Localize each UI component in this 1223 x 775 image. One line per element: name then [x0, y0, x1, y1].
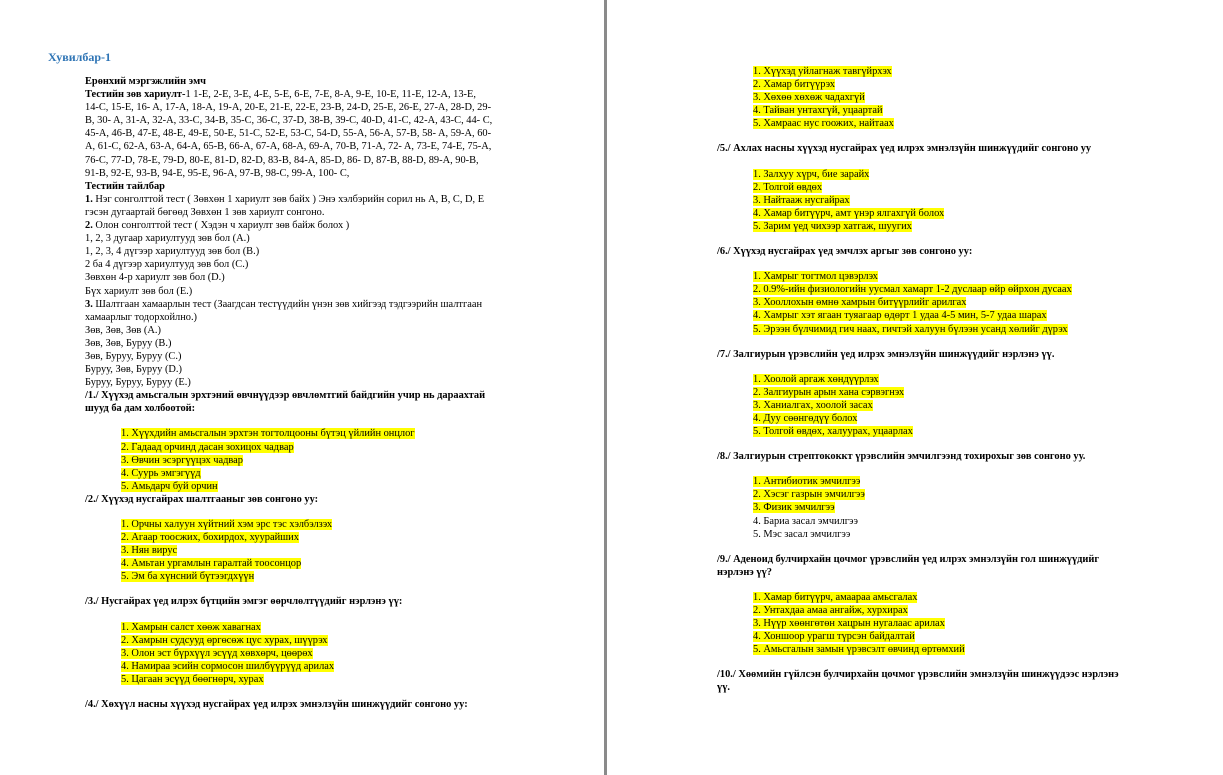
type-text: Шалтгаан хамаарлын тест (Заагдсан тестүүдийн үнэн зөв хийгээд тэдгээрийн шалтгаан [95, 298, 483, 310]
answer-options [717, 373, 1167, 438]
question-1 [85, 389, 533, 493]
question-title: /10./ Хөөмийн гүйлсэн булчирхайн цочмог үрэвслийн эмнэлзүйн шинжүүдээс нэрлэнэ [717, 669, 1119, 681]
answer-option: 1. Хамрыг тогтмол цэвэрлэх [753, 271, 878, 283]
question-title: /1./ Хүүхэд амьсгалын эрхтэний өвчнүүдээр өвчлөмтгий байдгийн учир нь дараахтай [85, 390, 486, 402]
answer-options [717, 168, 1167, 233]
answer-option: 1. Орчны халуун хүйтний хэм эрс тэс хэлбэлзэх [121, 519, 333, 530]
type-number: 1. [85, 193, 93, 205]
question-title: /5./ Ахлах насны хүүхэд нусгайрах үед илрэх эмнэлзүйн шинжүүдийг сонгоно уу [717, 143, 1092, 155]
type-text: Нэг сонголттой тест ( Зөвхөн 1 хариулт зөв байх ) Энэ хэлбэрийн сорил нь A, B, C, D, E [95, 193, 485, 205]
answer-option: 4. Амьтан ургамлын гаралтай тоосонцор [121, 558, 302, 570]
answer-option: 4. Хамар битүүрч, амт үнэр ялгахгүй болох [753, 207, 945, 219]
answer-key-line: A, 61-C, 62-A, 63-A, 64-A, 65-B, 66-A, 67-A, 68-A, 69-A, 70-B, 71-A, 72- A, 73-E, 74-E, 75-A, [85, 141, 492, 153]
answer-option: 4. Хоншоор урагш түрсэн байдалтай [753, 631, 915, 643]
question-title: /3./ Нусгайрах үед илрэх бүтцийн эмгэг өөрчлөлтүүдийг нэрлэнэ үү: [85, 596, 403, 608]
question-6 [717, 245, 1167, 336]
type-number: 2. [85, 220, 93, 232]
question-4-title: /4./ Хөхүүл насны хүүхэд нусгайрах үед илрэх эмнэлзүйн шинжүүдийг сонгоно уу: [85, 699, 468, 711]
answer-option: 4. Дуу сөөнгөдүү болох [753, 412, 858, 424]
left-column [85, 75, 533, 711]
answer-option: 3. Өвчин эсэргүүцэх чадвар [121, 454, 243, 466]
question-title: /7./ Залгиурын үрэвслийн үед илрэх эмнэлзүйн шинжүүдийг нэрлэнэ үү. [717, 348, 1055, 360]
explanation-title: Тестийн тайлбар [85, 180, 165, 192]
type-text: Олон сонголттой тест ( Хэдэн ч хариулт зөв байж болох ) [95, 220, 350, 232]
type-number: 3. [85, 298, 93, 310]
answer-option: 5. Зарим үед чихээр хатгаж, шуугих [753, 220, 912, 232]
answer-option: 1. Хоолой аргаж хөндүүрлэх [753, 373, 879, 385]
answer-options [85, 621, 533, 686]
cause-rule: Буруу, Зөв, Буруу (D.) [85, 364, 182, 376]
specialty-title: Ерөнхий мэргэжлийн эмч [85, 76, 207, 87]
cause-rule: Зөв, Зөв, Буруу (B.) [85, 337, 172, 349]
answer-option: 2. Хэсэг газрын эмчилгээ [753, 489, 865, 501]
answer-option: 2. Гадаад орчинд дасан зохицох чадвар [121, 441, 294, 453]
answer-option: 3. Хөхөө хөхөж чадахгүй [753, 92, 865, 104]
question-title: /2./ Хүүхэд нусгайрах шалтгааныг зөв сонгоно уу: [85, 493, 319, 505]
question-10 [717, 668, 1167, 694]
answer-option: 4. Намираа эсийн сормосон шилбүүрүүд арилах [121, 660, 335, 672]
answer-option: 3. Нүүр хөөнгөтөн хацрын нугалаас арилах [753, 618, 945, 630]
answer-option: 5. Мэс засал эмчилгээ [753, 528, 851, 540]
multi-rule: 2 ба 4 дүгээр хариултууд зөв бол (C.) [85, 259, 249, 271]
answer-option: 5. Цагаан эсүүд бөөгнөрч, хурах [121, 673, 264, 685]
answer-option: 1. Залхуу хүрч, бие зарайх [753, 168, 870, 180]
answer-option: 4. Тайван унтахгүй, уцаартай [753, 105, 883, 117]
answer-option: 5. Амьдарч буй орчин [121, 480, 218, 492]
answer-option: 2. Хамрын судсууд өргөсөж цус хурах, шүүрэх [121, 634, 328, 646]
answer-options [85, 518, 533, 583]
type-text: хамаарлыг тодорхойлно.) [85, 311, 198, 323]
question-2 [85, 493, 533, 584]
answer-option: 3. Ханиалгах, хоолой засах [753, 399, 873, 411]
answer-option: 5. Толгой өвдөх, халуурах, уцаарлах [753, 426, 913, 438]
cause-rule: Зөв, Буруу, Буруу (C.) [85, 350, 182, 362]
right-column [717, 65, 1167, 695]
answer-option: 5. Эм ба хүнсний бүтээгдхүүн [121, 571, 255, 583]
answer-key [85, 88, 533, 180]
answer-option: 1. Антибиотик эмчилгээ [753, 476, 861, 488]
question-title: /9./ Аденоид булчирхайн цочмог үрэвслийн үед илрэх эмнэлзүйн гол шинжүүдийг [717, 553, 1100, 565]
answer-option: 1. Хамар битүүрч, амаараа амьсгалах [753, 591, 918, 603]
answer-option: 5. Эрээн бүлчимид гич наах, гичтэй халуун бүлээн усанд хөлийг дүрэх [753, 323, 1068, 335]
answer-option: 2. Агаар тоосжих, бохирдох, хуурайших [121, 532, 299, 544]
answer-option: 3. Найтааж нусгайрах [753, 194, 850, 206]
answer-key-line: 76-C, 77-D, 78-E, 79-D, 80-E, 81-D, 82-D, 83-B, 84-A, 85-D, 86- D, 87-B, 88-D, 89-A, 90-B, [85, 154, 479, 166]
question-7 [717, 348, 1167, 439]
answer-option: 2. Хамар битүүрэх [753, 79, 835, 91]
multi-rule: Бүх хариулт зөв бол (E.) [85, 285, 193, 297]
question-title: шууд ба дам холбоотой: [85, 403, 196, 415]
answer-option: 2. Залгиурын арын хана сэрвэгнэх [753, 386, 905, 398]
answer-key-line: 14-C, 15-E, 16- A, 17-A, 18-A, 19-A, 20-E, 21-E, 22-E, 23-B, 24-D, 25-E, 26-E, 27-A, 28-D, 29- [85, 102, 492, 114]
answer-key-line: 1 1-E, 2-E, 3-E, 4-E, 5-E, 6-E, 7-E, 8-A, 9-E, 10-E, 11-E, 12-A, 13-E, [185, 89, 476, 101]
question-8 [717, 450, 1167, 541]
multi-rule: 1, 2, 3 дугаар хариултууд зөв бол (A.) [85, 233, 250, 245]
answer-option: 3. Физик эмчилгээ [753, 502, 835, 514]
answer-option: 3. Нян вирус [121, 545, 178, 557]
answer-option: 4. Суурь эмгэгүүд [121, 467, 201, 479]
answer-options [717, 475, 1167, 540]
answer-option: 1. Хүүхэд уйлагнаж тавгүйрхэх [753, 66, 892, 77]
answer-option: 4. Бариа засал эмчилгээ [753, 515, 858, 527]
answer-key-line: 45-A, 46-B, 47-E, 48-E, 49-E, 50-E, 51-C, 52-E, 53-C, 54-D, 55-A, 56-A, 57-B, 58- A, 59-A, 60- [85, 128, 492, 140]
question-5 [717, 142, 1167, 233]
cause-rule: Буруу, Буруу, Буруу (E.) [85, 377, 191, 389]
answer-option: 2. Унтахдаа амаа ангайж, хурхирах [753, 605, 908, 616]
answer-key-line: B, 30- A, 31-A, 32-A, 33-C, 34-B, 35-C, 36-C, 37-D, 38-B, 39-C, 40-D, 41-C, 42-A, 43-C, 44- C, [85, 115, 493, 127]
question-title: /6./ Хүүхэд нусгайрах үед эмчлэх аргыг зөв сонгоно уу: [717, 246, 973, 258]
answer-options [717, 65, 1167, 130]
type-text: гэсэн дугаартай бөгөөд Зөвхөн 1 зөв хариулт сонгоно. [85, 206, 325, 218]
answer-option: 4. Хамрыг хэт ягаан туяагаар өдөрт 1 удаа 4-5 мин, 5-7 удаа шарах [753, 310, 1047, 322]
answer-option: 2. 0.9%-ийн физиологийн уусмал хамарт 1-2 дуслаар өйр өйрхон дусаах [753, 284, 1072, 296]
answer-option: 2. Толгой өвдөх [753, 181, 823, 193]
answer-option: 5. Хамраас нус гоожих, найтаах [753, 118, 894, 130]
cause-rule: Зөв, Зөв, Зөв (A.) [85, 324, 161, 336]
answer-option: 1. Хүүхдийн амьсгалын эрхтэн тогтолцооны бүтэц үйлийн онцлог [121, 428, 415, 440]
question-3 [85, 595, 533, 686]
answer-option: 3. Олон эст бүрхүүл эсүүд хөвхөрч, цөөрөх [121, 647, 313, 659]
question-9 [717, 553, 1167, 657]
answer-options [717, 591, 1167, 656]
answer-options [717, 270, 1167, 335]
question-title: үү. [717, 682, 730, 694]
answer-option: 3. Хооллохын өмнө хамрын битүүрлийг арилгах [753, 297, 967, 309]
answer-option: 1. Хамрын салст хөөж хавагнах [121, 621, 261, 633]
multi-rule: 1, 2, 3, 4 дүгээр хариултууд зөв бол (B.) [85, 246, 260, 258]
answer-key-label: Тестийн зөв хариулт- [85, 89, 186, 101]
multi-rule: Зөвхөн 4-р хариулт зөв бол (D.) [85, 272, 225, 284]
variant-title: Хувилбар-1 [48, 50, 112, 64]
question-title: нэрлэнэ үү? [717, 566, 772, 578]
answer-key-line: 91-B, 92-E, 93-B, 94-E, 95-E, 96-A, 97-B, 98-C, 99-A, 100- C, [85, 167, 350, 179]
answer-option: 5. Амьсгалын замын үрэвсэлт өвчинд өртөмхий [753, 644, 965, 656]
question-title: /8./ Залгиурын стрептококкт үрэвслийн эмчилгээнд тохирохыг зөв сонгоно уу. [717, 451, 1086, 463]
answer-options [85, 427, 533, 492]
